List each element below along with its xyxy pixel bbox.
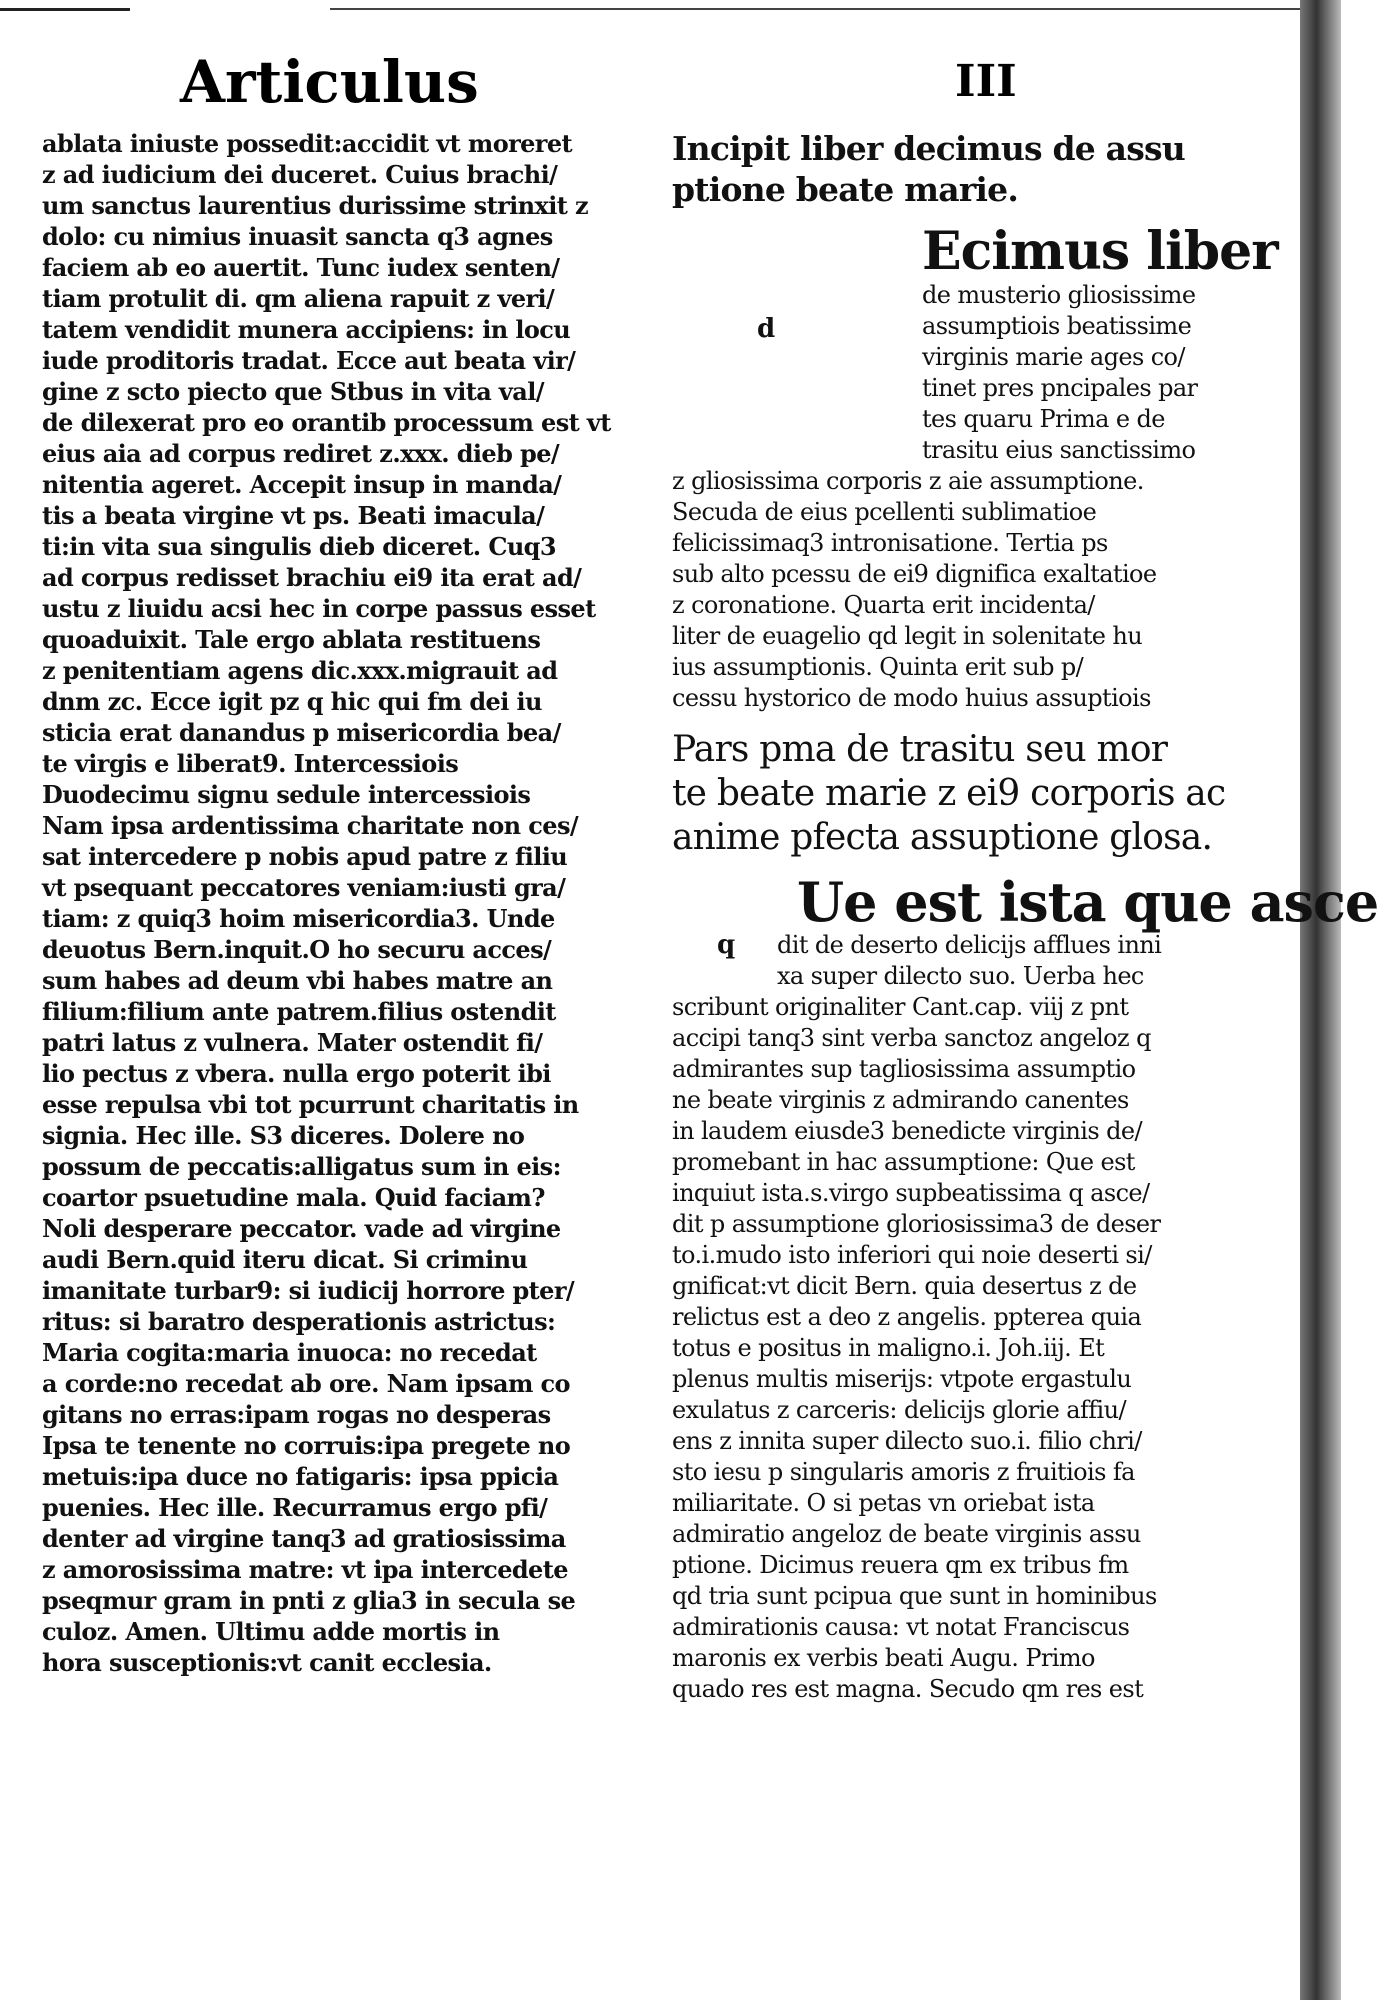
liber-text bbox=[672, 466, 1297, 714]
text-line: accipi tanq3 sint verba sanctoz angeloz q bbox=[672, 1024, 1151, 1052]
text-line: scribunt originaliter Cant.cap. viij z pnt bbox=[672, 993, 1129, 1021]
text-line: admirationis causa: vt notat Franciscus bbox=[672, 1613, 1130, 1641]
text-line: Maria cogita:maria inuoca: no recedat bbox=[42, 1338, 537, 1367]
text-line: z amorosissima matre: vt ipa intercedete bbox=[42, 1555, 568, 1584]
text-line: plenus multis miserijs: vtpote ergastulu bbox=[672, 1365, 1132, 1393]
text-line: ens z innita super dilecto suo.i. filio chri/ bbox=[672, 1427, 1142, 1455]
text-line: nitentia ageret. Accepit insup in manda/ bbox=[42, 470, 562, 499]
text-line: metuis:ipa duce no fatigaris: ipsa ppicia bbox=[42, 1462, 559, 1491]
text-line: inquiut ista.s.virgo supbeatissima q asce/ bbox=[672, 1179, 1150, 1207]
text-line: vt psequant peccatores veniam:iusti gra/ bbox=[42, 873, 566, 902]
text-line: te virgis e liberat9. Intercessiois bbox=[42, 749, 459, 778]
text-line: esse repulsa vbi tot pcurrunt charitatis in bbox=[42, 1090, 579, 1119]
pars-heading-line: Pars pma de trasitu seu mor bbox=[672, 729, 1168, 770]
text-line: totus e positus in maligno.i. Joh.iij. Et bbox=[672, 1334, 1105, 1362]
text-line: trasitu eius sanctissimo bbox=[922, 436, 1196, 464]
text-line: ptione. Dicimus reuera qm ex tribus fm bbox=[672, 1551, 1129, 1579]
text-line: denter ad virgine tanq3 ad gratiosissima bbox=[42, 1524, 566, 1553]
text-line: iude proditoris tradat. Ecce aut beata vir/ bbox=[42, 346, 576, 375]
incipit-heading bbox=[672, 128, 1297, 210]
text-line: z ad iudicium dei duceret. Cuius brachi/ bbox=[42, 160, 558, 189]
text-line: ablata iniuste possedit:accidit vt moreret bbox=[42, 129, 573, 158]
text-line: tis a beata virgine vt ps. Beati imacula/ bbox=[42, 501, 545, 530]
text-line: exulatus z carceris: delicijs glorie affiu/ bbox=[672, 1396, 1126, 1424]
text-line: Nam ipsa ardentissima charitate non ces/ bbox=[42, 811, 579, 840]
text-line: gitans no erras:ipam rogas no desperas bbox=[42, 1400, 551, 1429]
text-line: sum habes ad deum vbi habes matre an bbox=[42, 966, 553, 995]
incipit-line: ptione beate marie. bbox=[672, 170, 1019, 209]
text-line: xa super dilecto suo. Uerba hec bbox=[777, 962, 1144, 990]
text-line: faciem ab eo auertit. Tunc iudex senten/ bbox=[42, 253, 560, 282]
top-rule-left bbox=[0, 8, 130, 11]
text-line: a corde:no recedat ab ore. Nam ipsam co bbox=[42, 1369, 570, 1398]
text-line: hora susceptionis:vt canit ecclesia. bbox=[42, 1648, 492, 1677]
text-line: tinet pres pncipales par bbox=[922, 374, 1198, 402]
text-line: sub alto pcessu de ei9 dignifica exaltatioe bbox=[672, 560, 1157, 588]
text-line: ad corpus redisset brachiu ei9 ita erat ad/ bbox=[42, 563, 582, 592]
text-line: z gliosissima corporis z aie assumptione. bbox=[672, 467, 1144, 495]
text-line: audi Bern.quid iteru dicat. Si criminu bbox=[42, 1245, 528, 1274]
text-line: imanitate turbar9: si iudicij horrore pter/ bbox=[42, 1276, 575, 1305]
text-line: in laudem eiusde3 benedicte virginis de/ bbox=[672, 1117, 1142, 1145]
pars-prima-heading bbox=[672, 728, 1297, 860]
que-opening-words: Ue est ista que asce bbox=[797, 870, 1378, 934]
text-line: ius assumptionis. Quinta erit sub p/ bbox=[672, 653, 1084, 681]
text-line: lio pectus z vbera. nulla ergo poterit ibi bbox=[42, 1059, 551, 1088]
text-line: pseqmur gram in pnti z glia3 in secula se bbox=[42, 1586, 576, 1615]
left-text bbox=[42, 128, 662, 1678]
text-line: cessu hystorico de modo huius assuptiois bbox=[672, 684, 1151, 712]
text-line: Duodecimu signu sedule intercessiois bbox=[42, 780, 531, 809]
text-line: tiam protulit di. qm aliena rapuit z veri/ bbox=[42, 284, 555, 313]
text-line: ritus: si baratro desperationis astrictus: bbox=[42, 1307, 556, 1336]
text-line: filium:filium ante patrem.filius ostendit bbox=[42, 997, 556, 1026]
text-line: felicissimaq3 intronisatione. Tertia ps bbox=[672, 529, 1108, 557]
text-line: admirantes sup tagliosissima assumptio bbox=[672, 1055, 1136, 1083]
text-line: deuotus Bern.inquit.O ho securu acces/ bbox=[42, 935, 552, 964]
scan-edge bbox=[1300, 0, 1341, 2000]
text-line: virginis marie ages co/ bbox=[922, 343, 1185, 371]
text-line: puenies. Hec ille. Recurramus ergo pfi/ bbox=[42, 1493, 548, 1522]
left-column bbox=[42, 128, 662, 1678]
text-line: patri latus z vulnera. Mater ostendit fi/ bbox=[42, 1028, 543, 1057]
text-line: promebant in hac assumptione: Que est bbox=[672, 1148, 1135, 1176]
text-line: tes quaru Prima e de bbox=[922, 405, 1165, 433]
running-title: Articulus bbox=[180, 48, 479, 116]
text-line: um sanctus laurentius durissime strinxit z bbox=[42, 191, 588, 220]
initial-guide-letter-q: q bbox=[717, 930, 736, 960]
text-line: Noli desperare peccator. vade ad virgine bbox=[42, 1214, 561, 1243]
que-text bbox=[672, 992, 1297, 1705]
initial-guide-letter-d: d bbox=[757, 314, 776, 344]
text-line: sticia erat danandus p misericordia bea/ bbox=[42, 718, 561, 747]
text-line: qd tria sunt pcipua que sunt in hominibus bbox=[672, 1582, 1157, 1610]
text-line: tatem vendidit munera accipiens: in locu bbox=[42, 315, 571, 344]
text-line: maronis ex verbis beati Augu. Primo bbox=[672, 1644, 1095, 1672]
right-column bbox=[672, 128, 1378, 1705]
top-rule-right bbox=[330, 8, 1300, 10]
text-line: to.i.mudo isto inferiori qui noie deserti si/ bbox=[672, 1241, 1152, 1269]
text-line: gine z scto piecto que Stbus in vita val/ bbox=[42, 377, 544, 406]
text-line: ustu z liuidu acsi hec in corpe passus esset bbox=[42, 594, 596, 623]
pars-heading-line: anime pfecta assuptione glosa. bbox=[672, 817, 1213, 858]
folio-number: III bbox=[955, 56, 1017, 107]
text-line: Secuda de eius pcellenti sublimatioe bbox=[672, 498, 1097, 526]
text-line: dnm zc. Ecce igit pz q hic qui fm dei iu bbox=[42, 687, 542, 716]
text-line: tiam: z quiq3 hoim misericordia3. Unde bbox=[42, 904, 555, 933]
text-line: eius aia ad corpus rediret z.xxx. dieb pe/ bbox=[42, 439, 560, 468]
liber-opening-words: Ecimus liber bbox=[922, 221, 1278, 282]
text-line: sat intercedere p nobis apud patre z filiu bbox=[42, 842, 568, 871]
text-line: dit de deserto delicijs afflues inni bbox=[777, 931, 1162, 959]
text-line: ne beate virginis z admirando canentes bbox=[672, 1086, 1129, 1114]
text-line: relictus est a deo z angelis. ppterea quia bbox=[672, 1303, 1142, 1331]
text-line: liter de euagelio qd legit in solenitate hu bbox=[672, 622, 1143, 650]
text-line: Ipsa te tenente no corruis:ipa pregete no bbox=[42, 1431, 571, 1460]
text-line: culoz. Amen. Ultimu adde mortis in bbox=[42, 1617, 500, 1646]
text-line: gnificat:vt dicit Bern. quia desertus z de bbox=[672, 1272, 1137, 1300]
text-line: de dilexerat pro eo orantib processum est vt bbox=[42, 408, 611, 437]
text-line: z coronatione. Quarta erit incidenta/ bbox=[672, 591, 1095, 619]
text-line: miliaritate. O si petas vn oriebat ista bbox=[672, 1489, 1095, 1517]
text-line: dolo: cu nimius inuasit sancta q3 agnes bbox=[42, 222, 553, 251]
text-line: dit p assumptione gloriosissima3 de deser bbox=[672, 1210, 1161, 1238]
text-line: admiratio angeloz de beate virginis assu bbox=[672, 1520, 1141, 1548]
text-line: signia. Hec ille. S3 diceres. Dolere no bbox=[42, 1121, 525, 1150]
text-line: ti:in vita sua singulis dieb diceret. Cuq3 bbox=[42, 532, 556, 561]
text-line: quoaduixit. Tale ergo ablata restituens bbox=[42, 625, 541, 654]
que-indented-block bbox=[672, 930, 1297, 992]
incipit-line: Incipit liber decimus de assu bbox=[672, 129, 1185, 168]
text-line: sto iesu p singularis amoris z fruitiois fa bbox=[672, 1458, 1135, 1486]
text-line: coartor psuetudine mala. Quid faciam? bbox=[42, 1183, 545, 1212]
pars-heading-line: te beate marie z ei9 corporis ac bbox=[672, 773, 1226, 814]
text-line: z penitentiam agens dic.xxx.migrauit ad bbox=[42, 656, 558, 685]
text-line: de musterio gliosissime bbox=[922, 281, 1196, 309]
text-line: assumptiois beatissime bbox=[922, 312, 1192, 340]
text-line: quado res est magna. Secudo qm res est bbox=[672, 1675, 1144, 1703]
text-line: possum de peccatis:alligatus sum in eis: bbox=[42, 1152, 561, 1181]
liber-indented-block bbox=[672, 280, 1297, 466]
